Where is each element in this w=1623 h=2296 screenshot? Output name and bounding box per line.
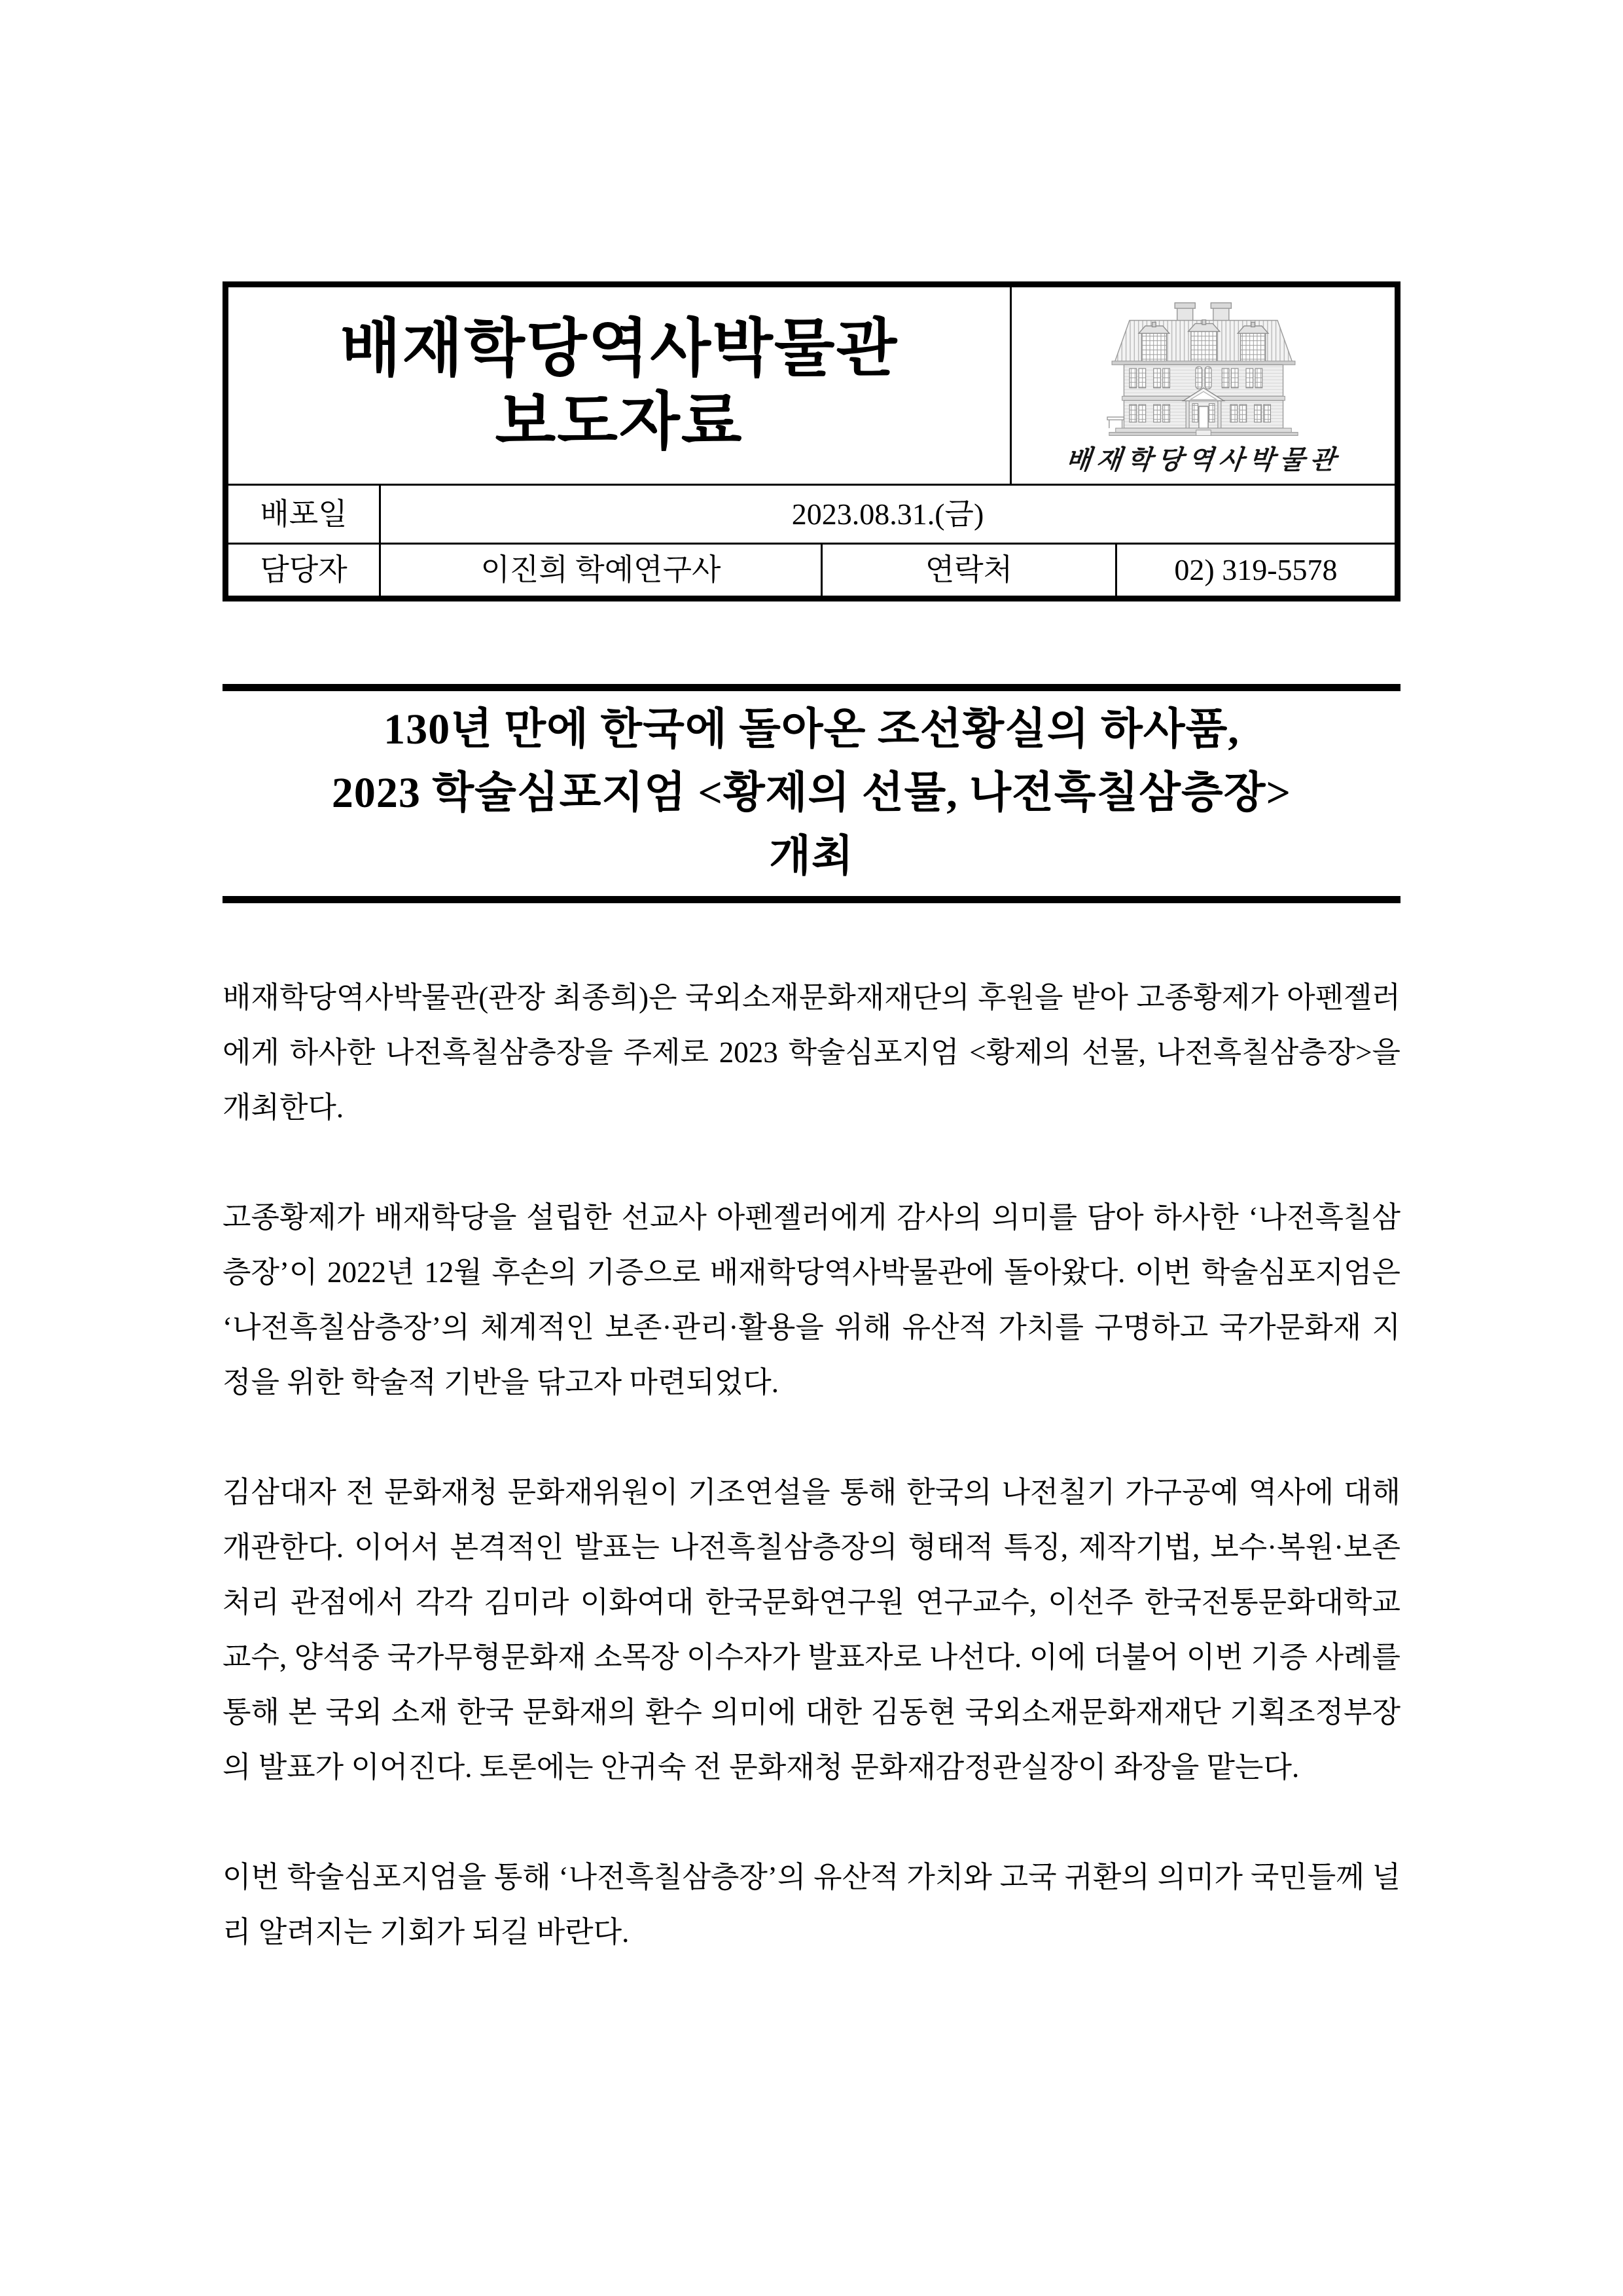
press-paragraph-4: 이번 학술심포지엄을 통해 ‘나전흑칠삼층장’의 유산적 가치와 고국 귀환의 의미가 국민들께 널리 알려지는 기회가 되길 바란다. — [223, 1861, 1400, 1948]
headline-block — [223, 684, 1400, 903]
headline-line-2: 2023 학술심포지엄 <황제의 선물, 나전흑칠삼층장> — [331, 769, 1292, 817]
press-paragraph-1: 배재학당역사박물관(관장 최종희)은 국외소재문화재재단의 후원을 받아 고종황제가 아펜젤러에게 하사한 나전흑칠삼층장을 주제로 2023 학술심포지엄 <황제의 선물, 나전흑칠삼층장>을 개최한다. — [223, 981, 1400, 1124]
contact-label: 담당자 — [228, 545, 381, 596]
header-title-row — [228, 287, 1395, 486]
release-date-label: 배포일 — [228, 486, 381, 543]
museum-building-logo — [1040, 299, 1367, 438]
title-cell — [228, 287, 1012, 484]
press-paragraph-2: 고종황제가 배재학당을 설립한 선교사 아펜젤러에게 감사의 의미를 담아 하사한 ‘나전흑칠삼층장’이 2022년 12월 후손의 기증으로 배재학당역사박물관에 돌아왔다. 이번 학술심포지엄은 ‘나전흑칠삼층장’의 체계적인 보존·관리·활용을 위해 유산적 가치를 구명하고 국가문화재 지정을 위한 학술적 기반을 닦고자 마련되었다. — [223, 1201, 1400, 1399]
release-date-value: 2023.08.31.(금) — [791, 497, 984, 531]
organization-title: 배재학당역사박물관 — [340, 314, 899, 384]
header-table — [223, 281, 1400, 601]
body-section — [223, 970, 1400, 1960]
logo-cell — [1012, 287, 1395, 484]
contact-person: 이진희 학예연구사 — [381, 545, 823, 596]
contact-row — [228, 545, 1395, 596]
release-date-row — [228, 486, 1395, 545]
headline-line-1: 130년 만에 한국에 돌아온 조선황실의 하사품, — [383, 706, 1240, 753]
logo-calligraphy-caption: 배재학당역사박물관 — [1063, 444, 1342, 475]
document-type-title: 보도자료 — [495, 387, 743, 457]
phone-value: 02) 319-5578 — [1174, 553, 1338, 586]
press-paragraph-3: 김삼대자 전 문화재청 문화재위원이 기조연설을 통해 한국의 나전칠기 가구공예 역사에 대해 개관한다. 이어서 본격적인 발표는 나전흑칠삼층장의 형태적 특징, 제작기법, 보수·복원·보존처리 관점에서 각각 김미라 이화여대 한국문화연구원 연구교수, 이선주 한국전통문화대학교 교수, 양석중 국가무형문화재 소목장 이수자가 발표자로 나선다. 이에 더불어 이번 기증 사례를 통해 본 국외 소재 한국 문화재의 환수 의미에 대한 김동현 국외소재문화재재단 기획조정부장의 발표가 이어진다. 토론에는 안귀숙 전 문화재청 문화재감정관실장이 좌장을 맡는다. — [223, 1476, 1400, 1784]
phone-label: 연락처 — [823, 545, 1117, 596]
headline-line-3: 개최 — [769, 833, 854, 880]
